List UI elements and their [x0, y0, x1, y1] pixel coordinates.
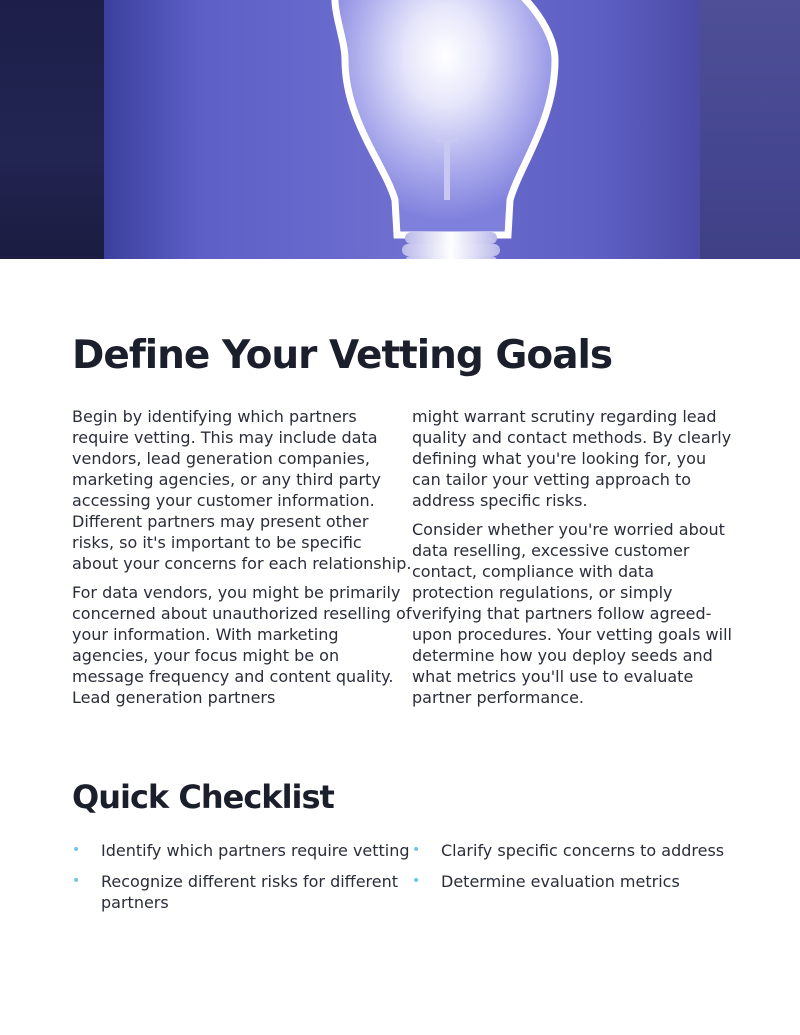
paragraph: For data vendors, you might be primarily concerned about unauthorized reselling of your information. With marketing agencies, your focus might be on message frequency and content quality. Lead generation partners: [72, 583, 412, 707]
lightbulb-icon: [0, 0, 800, 259]
paragraph: Begin by identifying which partners require vetting. This may include data vendors, lead generation companies, marketing agencies, or any third party accessing your customer information. Different partners may present other risks, so it's important to be specific about your concerns for each relationship.: [72, 407, 412, 573]
list-item-text: Determine evaluation metrics: [441, 872, 680, 891]
hero-image: [0, 0, 800, 259]
list-item: [412, 840, 732, 861]
body-text: [72, 406, 732, 716]
paragraph: Consider whether you're worried about data reselling, excessive customer contact, compliance with data protection regulations, or simply verifying that partners follow agreed-upon procedures. Your vetting goals will determine how you deploy seeds and what metrics you'll use to evaluate partner performance.: [412, 520, 732, 707]
list-item-text: Recognize different risks for different partners: [101, 872, 399, 912]
page-title: Define Your Vetting Goals: [72, 333, 613, 378]
list-item: [72, 840, 412, 861]
checklist-column-right: [412, 840, 732, 923]
list-item-text: Clarify specific concerns to address: [441, 841, 725, 860]
paragraph: might warrant scrutiny regarding lead quality and contact methods. By clearly defining what you're looking for, you can tailor your vetting approach to address specific risks.: [412, 407, 732, 510]
list-item: [72, 871, 412, 913]
list-item-text: Identify which partners require vetting: [101, 841, 410, 860]
text-column-right: [412, 406, 732, 716]
bullet-icon: •: [72, 842, 81, 858]
checklist-column-left: [72, 840, 412, 923]
list-item: [412, 871, 732, 892]
text-column-left: [72, 406, 412, 716]
bullet-icon: •: [412, 873, 421, 889]
bullet-icon: •: [412, 842, 421, 858]
checklist-title: Quick Checklist: [72, 778, 334, 816]
checklist: [72, 840, 732, 923]
bullet-icon: •: [72, 873, 81, 889]
